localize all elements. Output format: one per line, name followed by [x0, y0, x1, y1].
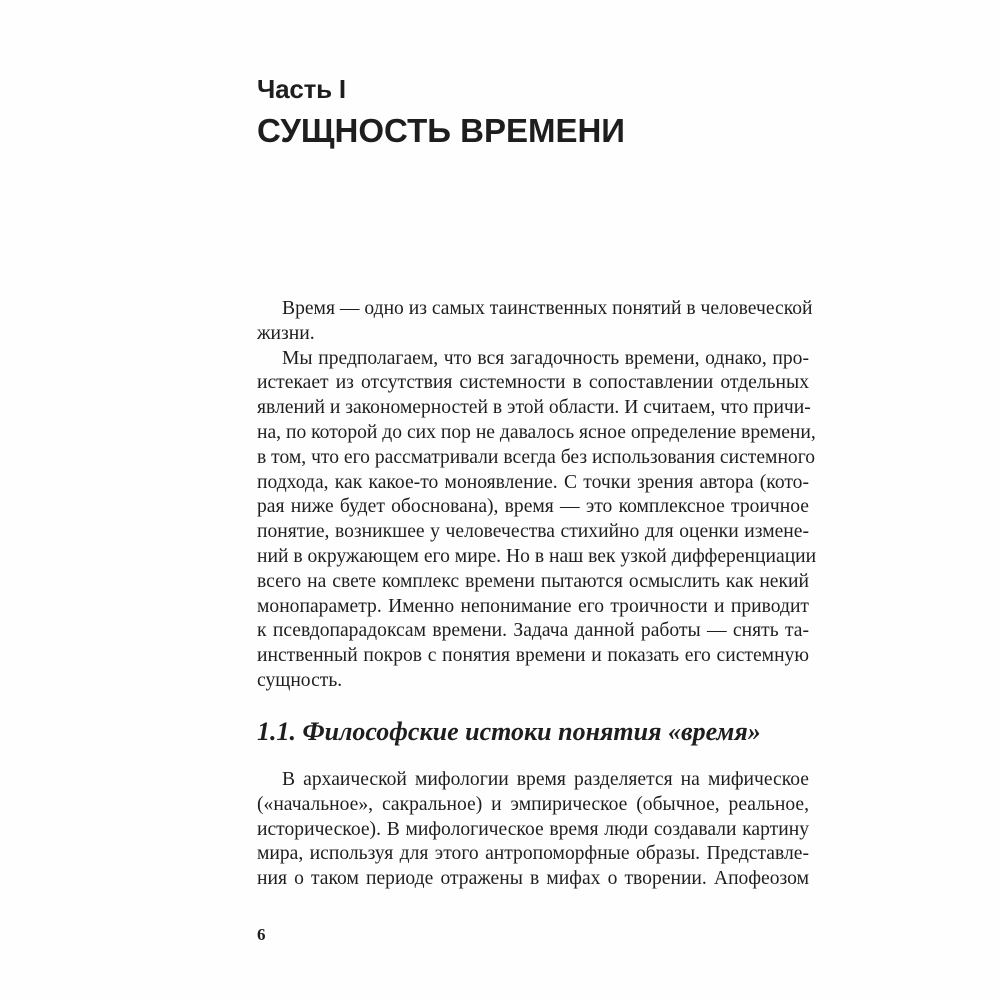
text-line: к псевдопарадоксам времени. Задача данной работы — снять та- — [257, 620, 809, 642]
text-line: рая ниже будет обоснована), время — это комплексное троичное — [257, 496, 809, 518]
text-line: сущность. — [257, 669, 343, 691]
text-line: монопараметр. Именно непонимание его троичности и приводит — [257, 595, 809, 617]
text-line: всего на свете комплекс времени пытаются осмыслить как некий — [257, 570, 809, 592]
text-line: ний в окружающем его мире. Но в наш век узкой дифференциации — [257, 545, 817, 567]
text-line: («начальное», сакральное) и эмпирическое (обычное, реальное, — [257, 793, 809, 815]
paragraph — [257, 347, 817, 694]
text-line: на, по которой до сих пор не давалось ясное определение времени, — [257, 421, 816, 443]
text-line: Мы предполагаем, что вся загадочность времени, однако, про- — [282, 347, 809, 369]
paragraph — [257, 297, 813, 347]
page-number: 6 — [257, 925, 266, 944]
text-line: В архаической мифологии время разделяется на мифическое — [282, 769, 809, 790]
text-line: в том, что его рассматривали всегда без использования системного — [257, 446, 816, 468]
section-text — [257, 768, 809, 892]
text-line: ния о таком периоде отражены в мифах о творении. Апофеозом — [257, 868, 809, 890]
text-line: явлений и закономерностей в этой области. И считаем, что причи- — [257, 397, 811, 419]
text-line: истекает из отсутствия системности в сопоставлении отдельных — [257, 372, 809, 394]
part-label: Часть I — [257, 74, 346, 104]
text-line: понятие, возникшее у человечества стихийно для оценки измене- — [257, 521, 809, 543]
text-line: жизни. — [257, 322, 315, 344]
chapter-title: СУЩНОСТЬ ВРЕМЕНИ — [257, 112, 626, 149]
text-line: Время — одно из самых таинственных понятий в человеческой — [282, 298, 813, 319]
intro-text — [257, 297, 817, 694]
text-line: инственный покров с понятия времени и показать его системную — [257, 645, 809, 667]
section-heading: 1.1. Философские истоки понятия «время» — [257, 717, 761, 746]
text-line: историческое). В мифологическое время люди создавали картину — [257, 818, 809, 840]
text-line: мира, используя для этого антропоморфные образы. Представле- — [257, 843, 809, 865]
text-line: подхода, как какое-то моноявление. С точки зрения автора (кото- — [257, 471, 809, 493]
